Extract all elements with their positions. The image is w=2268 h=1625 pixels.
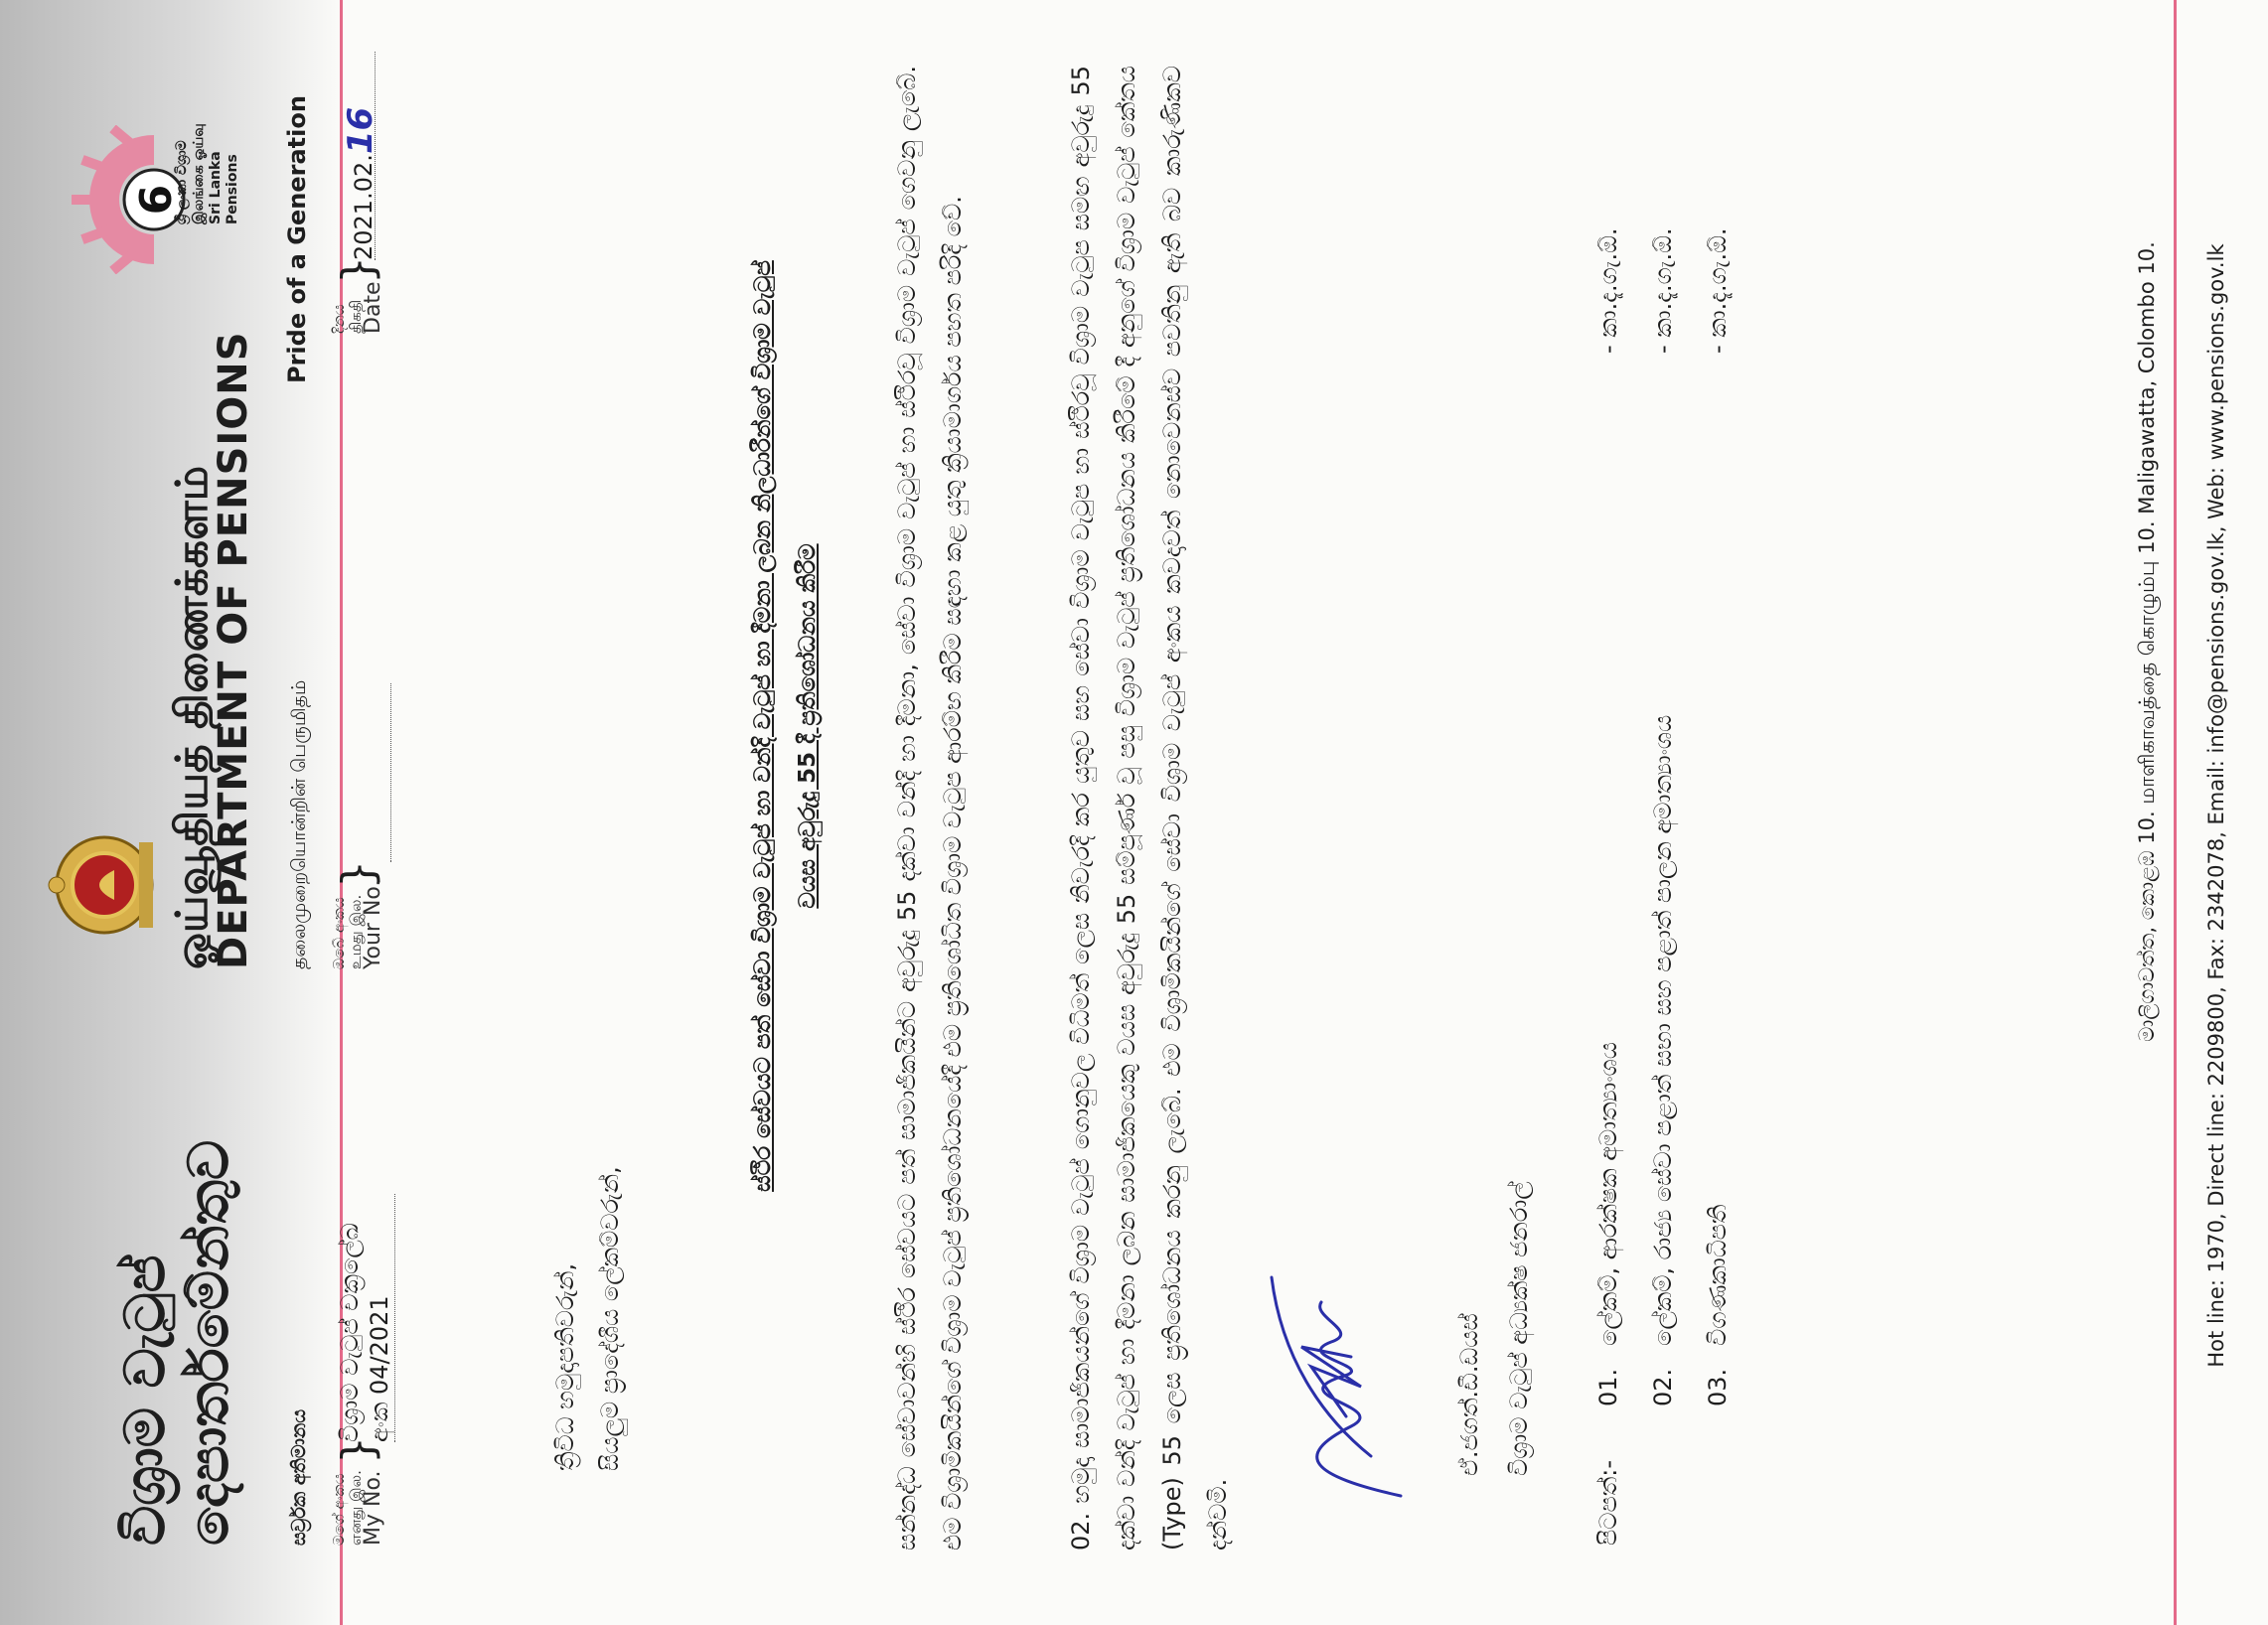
my-number-brace: } xyxy=(333,1436,383,1464)
date-label-si: දිනය xyxy=(330,304,348,334)
copy-item-3 xyxy=(1704,0,1732,1406)
svg-text:6: 6 xyxy=(131,184,182,216)
date-label-en: Date xyxy=(361,281,385,334)
your-number-label-ta: உமது இல. xyxy=(347,894,365,969)
department-name-tamil: ஓய்வூதியத் திணைக்களம் xyxy=(167,465,218,969)
logo-text-sinhala: ශ්‍රී ලංකා විශ්‍රාම xyxy=(174,140,190,224)
your-number-label-si: ඔබේ අංකය xyxy=(330,897,348,969)
tagline-sinhala: සර්ව්‍රක අතිමානය xyxy=(288,1409,310,1546)
subject-line-2: වයස අවුරුදු 55 දී ප්‍රතිශෝධනය කිරීම xyxy=(795,543,821,909)
my-number-block xyxy=(323,1188,402,1546)
your-number-label xyxy=(330,879,385,969)
body-paragraph-1: සන්නද්ධ සේවාවන්හි ස්‍ථිර සේවයට පත් සාමාජිකයින්ට අවුරුදු 55 දක්වා වන්දි හා දීමනා, සේවා විශ්‍රාම වැටුප් හා ස්‍ථිරවූ විශ්‍රාම වැටුප් ගෙවනු ලැබේ. එම විශ්‍රාමිකයින්ගේ විශ්‍රාම වැටුප් ප්‍රතිශෝධනයේදී එම ප්‍රතිශෝධිත විශ්‍රාම වැටුප ආරම්භ කිරීම සඳහා කළ යුතු ක්‍රියාමාර්ගය පහත පරිදි වේ. xyxy=(893,66,967,1551)
date-field xyxy=(341,52,380,260)
copy-item-action: - කා.දැ.ගැ.ඕ. xyxy=(1649,227,1677,354)
copies-label: පිටපත්:- xyxy=(1594,1460,1622,1546)
logo-text-tamil: இலங்கை ஓய்வு xyxy=(191,123,207,224)
state-emblem-icon xyxy=(45,830,164,940)
pensions-logo-text xyxy=(174,95,241,224)
body-paragraph-2: 02. හමුදා සාමාජිකයන්ගේ විශ්‍රාම වැටුප් ගොනුවල විධිමත් ලෙස නිවැරදි කර යුතුව සහ සේවා විශ්‍රාම වැටුප හා ස්‍ථිරවූ විශ්‍රාම වැටුප සමඟ අවුරුදු 55 දක්වා වන්දි වැටුප් හා දීමනා ලබන සාමාජිකයෙකු වයස අවුරුදු 55 සම්පූර්ණ වූ පසු විශ්‍රාම වැටුප් ප්‍රතිශෝධනය කිරීමේ දී අනුගේ විශ්‍රාම වැටුප් කේතය (Type) 55 ලෙස ප්‍රතිශෝධනය කරනු ලැබේ. එම විශ්‍රාමිකයින්ගේ සේවා විශ්‍රාම වැටුප් අංකය කවදාවත් නොවෙනස්ව පවතිනු ඇති බව කාරුණිකව දන්වමි. xyxy=(1067,66,1232,1551)
my-number-label-en: My No. xyxy=(361,1470,385,1546)
date-value: 2021.02. xyxy=(350,154,378,260)
tagline-english: Pride of a Generation xyxy=(283,95,311,383)
date-label xyxy=(330,281,385,334)
copy-item-action: - කා.දැ.ගැ.ඕ. xyxy=(1704,227,1732,354)
my-number-value: විශ්‍රාම වැටුප් චක්‍රලේඛ අංක 04/2021 xyxy=(335,1194,395,1442)
my-number-label-ta: எனது இல. xyxy=(347,1470,365,1546)
copy-item-text: ලේකම්, රාජ්‍ය සේවා පළාත් සභා සහ පළාත් පාලන අමාත්‍යාංශය xyxy=(1649,714,1677,1346)
your-number-label-en: Your No. xyxy=(361,879,385,969)
department-name-sinhala-line1: විශ්‍රාම වැටුප් xyxy=(113,1255,178,1546)
date-handwritten-day: 16 xyxy=(341,106,380,155)
department-name-english: DEPARTMENT OF PENSIONS xyxy=(211,331,256,969)
footer-address: මාලිගාවත්ත, කොළඹ 10. மாளிகாவத்தை கொழும்பு 10. Maligawatta, Colombo 10. xyxy=(2135,241,2159,1042)
your-number-block xyxy=(323,612,402,969)
date-label-ta: திகதி xyxy=(347,299,365,334)
footer-contacts: Hot line: 1970, Direct line: 2209800, Fax: 2342078, Email: info@pensions.gov.lk, Web: www.pensions.gov.lk xyxy=(2204,243,2228,1368)
date-block xyxy=(323,36,402,334)
my-number-label-si: මගේ අංකය xyxy=(330,1473,348,1546)
copy-item-text: ලේකම්, ආරක්ෂක අමාත්‍යාංශය xyxy=(1594,1042,1622,1346)
copy-item-text: විගණකාධිපති xyxy=(1704,1204,1732,1346)
copy-item-2 xyxy=(1649,0,1677,1406)
copy-item-number: 03. xyxy=(1704,1368,1732,1406)
signatory-title: විශ්‍රාම වැටුප් අධ්‍යක්ෂ ජනරාල් xyxy=(1505,1181,1533,1476)
copy-item-action: - කා.දැ.ගැ.ඕ. xyxy=(1594,227,1622,354)
addressee-1: ත්‍රිවිධ හමුදාපතිවරුන්, xyxy=(551,1262,579,1471)
signatory-name: ඒ.ජගත්.ඩී.ඩයස් xyxy=(1455,1313,1483,1476)
copy-item-number: 01. xyxy=(1594,1368,1622,1406)
department-name-sinhala xyxy=(114,989,241,1546)
signature-image xyxy=(1252,1257,1421,1516)
addressee-2: සියලුම ප්‍රාදේශීය ලේකම්වරුන්, xyxy=(596,1166,624,1471)
copy-item-1 xyxy=(1594,0,1622,1406)
logo-text-english: Sri Lanka Pensions xyxy=(208,151,240,224)
your-number-brace: } xyxy=(333,860,383,888)
date-brace: } xyxy=(333,256,383,284)
your-number-value xyxy=(363,683,391,862)
department-name-sinhala-line2: දෙපාර්තමේන්තුව xyxy=(177,1139,241,1546)
tagline-tamil: தலைமுறையொன்றின் பெருமிதம் xyxy=(288,679,310,969)
copy-item-number: 02. xyxy=(1649,1368,1677,1406)
subject-line-1: ස්‍ථිර සේවයට පත් සේවා විශ්‍රාම වැටුප් හා වන්දි වැටුප් හා දීමනා ලබන නිලධාරීන්ගේ විශ්‍රාම වැටුප් xyxy=(750,260,776,1192)
my-number-label xyxy=(330,1470,385,1546)
